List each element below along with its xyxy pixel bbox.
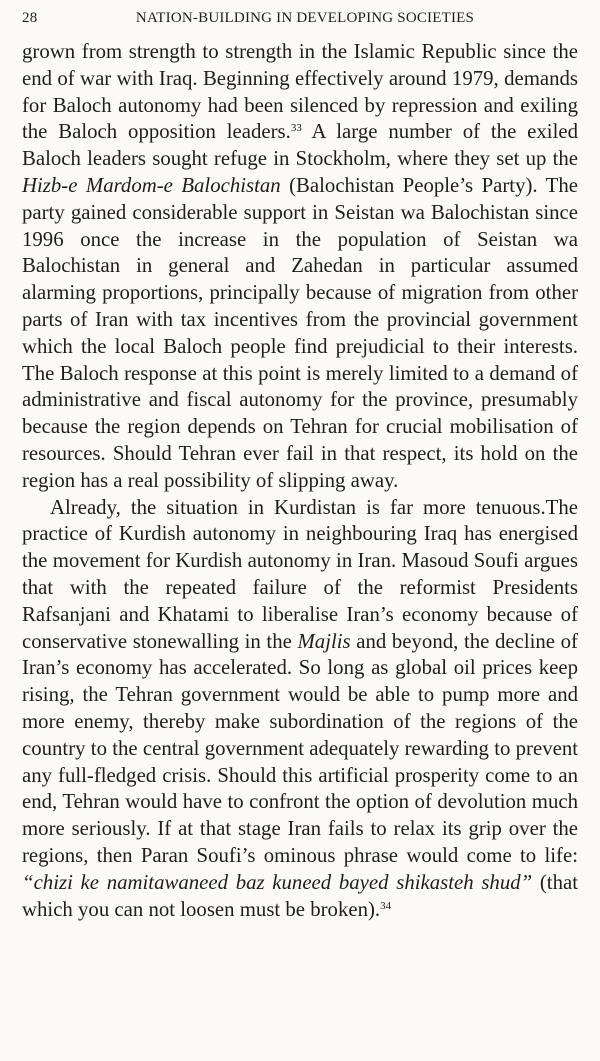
footnote-ref-34: 34 (380, 899, 392, 912)
page-number: 28 (22, 10, 38, 26)
persian-quote-italic: “chizi ke namitawaneed baz kuneed bayed shikasteh shud” (22, 870, 533, 894)
p2-text-3: (that which you can not loosen must be broken). (22, 870, 578, 921)
p1-text-1: grown from strength to strength in the Islamic Republic since the end of war with Iraq. Beginning effectively around 1979, demands for Baloch autonomy had been silenced by repression and exiling the Baloch opposition leaders. (22, 40, 578, 144)
p1-text-2: A large number of the exiled Baloch leaders sought refuge in Stockholm, where they set up the (22, 120, 578, 171)
paragraph-kurdistan (22, 495, 578, 924)
page-body (22, 39, 578, 923)
page-header (22, 10, 578, 32)
p2-text-1: Already, the situation in Kurdistan is far more tenuous.The practice of Kurdish autonomy in neighbouring Iraq has energised the movement for Kurdish autonomy in Iran. Masoud Soufi argues that with the repeated failure of the reformist Presidents Rafsanjani and Khatami to liberalise Iran’s economy because of conservative stonewalling in the (22, 495, 578, 653)
running-title: NATION-BUILDING IN DEVELOPING SOCIETIES (135, 10, 475, 26)
majlis-italic: Majlis (297, 629, 351, 653)
p1-text-3: (Balochistan People’s Party). The party gained considerable support in Seistan wa Balochistan since 1996 once the increase in the population of Seistan wa Balochistan in general and Zahedan in particular assumed alarming proportions, principally because of migration from other parts of Iran with tax incentives from the provincial government which the local Baloch people find prejudicial to their interests. The Baloch response at this point is merely limited to a demand of administrative and fiscal autonomy for the province, presumably because the region depends on Tehran for crucial mobilisation of resources. Should Tehran ever fail in that respect, its hold on the region has a real possibility of slipping away. (22, 173, 578, 492)
paragraph-baloch (22, 39, 578, 495)
footnote-ref-33: 33 (290, 122, 302, 135)
p2-text-2: and beyond, the decline of Iran’s economy has accelerated. So long as global oil prices keep rising, the Tehran government would be able to pump more and more enemy, thereby make subordination of the regions of the country to the central government adequately rewarding to prevent any full-fledged crisis. Should this artificial prosperity come to an end, Tehran would have to confront the option of devolution much more seriously. If at that stage Iran fails to relax its grip over the regions, then Paran Soufi’s ominous phrase would come to life: (22, 629, 578, 867)
party-name-italic: Hizb-e Mardom-e Balochistan (22, 173, 281, 197)
